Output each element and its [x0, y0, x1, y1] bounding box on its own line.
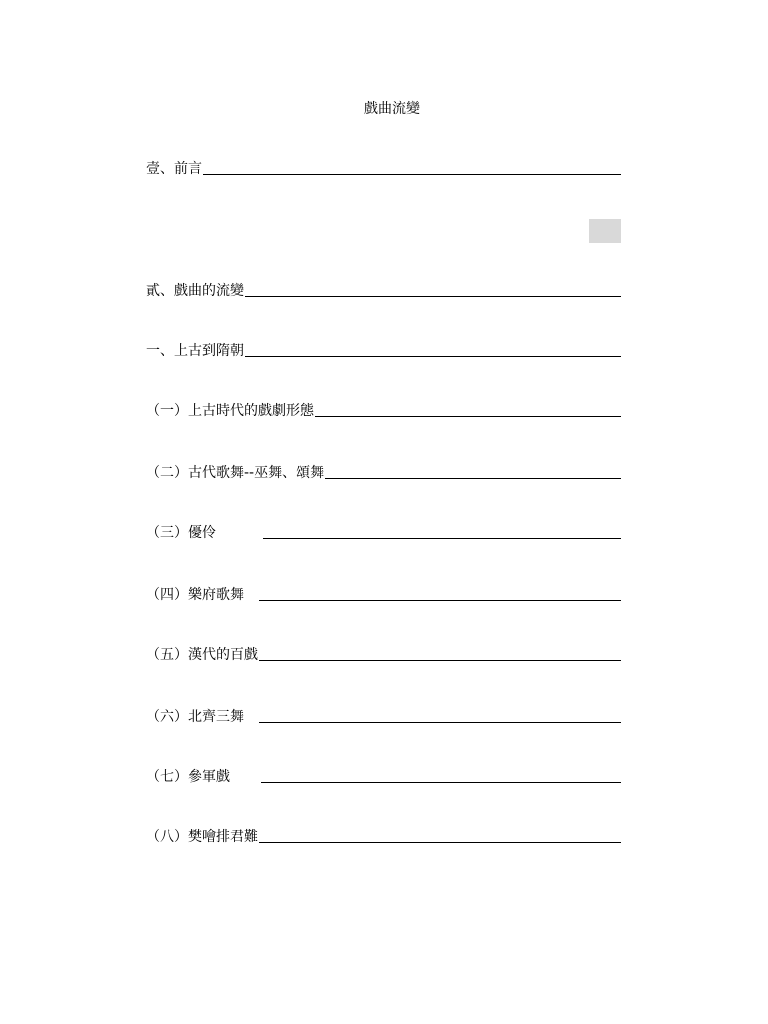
fill-in-line: [203, 174, 621, 175]
toc-entry-sub-6: [146, 706, 621, 726]
toc-entry-sub-8: [146, 826, 621, 846]
toc-entry-sub-1: [146, 400, 621, 420]
toc-entry-label: （四）樂府歌舞: [146, 587, 244, 603]
toc-entry-label: （三）優伶: [146, 525, 216, 541]
document-title: 戲曲流變: [364, 101, 420, 117]
fill-in-line: [259, 722, 621, 723]
grey-highlight-box: [589, 219, 621, 243]
toc-entry-label: （五）漢代的百戲: [146, 647, 258, 663]
fill-in-line: [259, 600, 621, 601]
toc-entry-preface: [146, 158, 621, 178]
fill-in-line: [261, 782, 621, 783]
toc-entry-sub-2: [146, 462, 621, 482]
fill-in-line: [315, 416, 621, 417]
toc-entry-sub-7: [146, 766, 621, 786]
toc-entry-label: 壹、前言: [146, 161, 202, 177]
fill-in-line: [263, 538, 621, 539]
fill-in-line: [325, 478, 621, 479]
toc-entry-evolution: [146, 280, 621, 300]
fill-in-line: [259, 842, 621, 843]
toc-entry-sub-3: [146, 522, 621, 542]
toc-entry-label: （七）參軍戲: [146, 769, 230, 785]
toc-entry-label: （二）古代歌舞--巫舞、頌舞: [146, 465, 325, 481]
fill-in-line: [259, 660, 621, 661]
toc-entry-label: （一）上古時代的戲劇形態: [146, 403, 314, 419]
toc-entry-sub-5: [146, 644, 621, 664]
toc-entry-label: 貳、戲曲的流變: [146, 283, 244, 299]
toc-entry-label: （六）北齊三舞: [146, 709, 244, 725]
fill-in-line: [245, 296, 621, 297]
toc-entry-label: 一、上古到隋朝: [146, 343, 244, 359]
toc-entry-sub-4: [146, 584, 621, 604]
toc-entry-ancient-to-sui: [146, 340, 621, 360]
fill-in-line: [245, 356, 621, 357]
toc-entry-label: （八）樊噲排君難: [146, 829, 258, 845]
